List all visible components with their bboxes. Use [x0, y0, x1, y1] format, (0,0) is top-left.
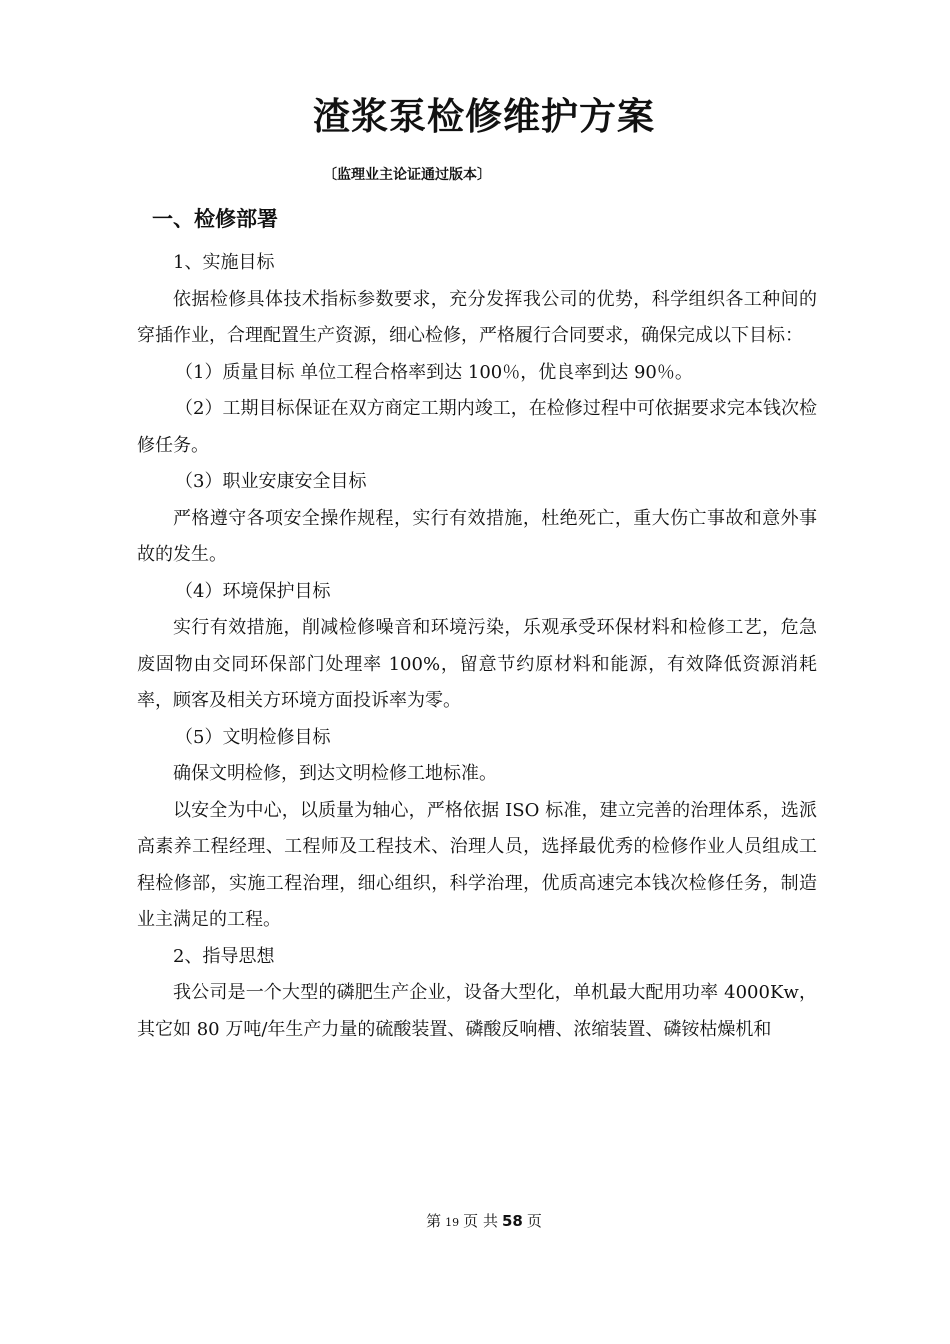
paragraph: （3）职业安康安全目标: [175, 471, 367, 492]
document-body: [137, 245, 817, 1048]
paragraph: 我公司是一个大型的磷肥生产企业，设备大型化，单机最大配用功率 4000Kw，其它如 80 万吨/年生产力量的硫酸装置、磷酸反响槽、浓缩装置、磷铵枯燥机和: [137, 982, 817, 1040]
paragraph: （1）质量目标 单位工程合格率到达 100％，优良率到达 90％。: [175, 361, 693, 383]
paragraph: （4）环境保护目标: [175, 580, 331, 602]
section-heading: 一、检修部署: [152, 207, 278, 231]
paragraph: 实行有效措施，削减检修噪音和环境污染，乐观承受环保材料和检修工艺，危急废固物由交同环保部门处理率 100%，留意节约原材料和能源，有效降低资源消耗率，顾客及相关方环境方面投诉率为零。: [137, 617, 817, 711]
footer-total-pages: 58: [501, 1212, 523, 1230]
document-subtitle: 〔监理业主论证通过版本〕: [323, 167, 491, 183]
paragraph: （5）文明检修目标: [175, 726, 331, 748]
paragraph: 确保文明检修，到达文明检修工地标准。: [173, 763, 497, 784]
paragraph: 严格遵守各项安全操作规程，实行有效措施，杜绝死亡，重大伤亡事故和意外事故的发生。: [137, 507, 817, 565]
paragraph: 2、指导思想: [173, 945, 275, 967]
footer-middle: 页 共: [463, 1212, 498, 1230]
paragraph: 以安全为中心，以质量为轴心，严格依据 ISO 标准，建立完善的治理体系，选派高素养工程经理、工程师及工程技术、治理人员，选择最优秀的检修作业人员组成工程检修部，实施工程治理，细心组织，科学治理，优质高速完本钱次检修任务，制造业主满足的工程。: [137, 799, 817, 930]
paragraph: 1、实施目标: [173, 252, 275, 273]
paragraph: 依据检修具体技术指标参数要求，充分发挥我公司的优势，科学组织各工种间的穿插作业，合理配置生产资源，细心检修，严格履行合同要求，确保完成以下目标：: [137, 288, 817, 346]
footer-suffix: 页: [526, 1212, 542, 1230]
paragraph: （2）工期目标保证在双方商定工期内竣工，在检修过程中可依据要求完本钱次检修任务。: [137, 398, 817, 456]
footer-prefix: 第: [426, 1212, 442, 1230]
footer-page-number: 19: [445, 1216, 460, 1229]
page-footer: [0, 1210, 950, 1231]
document-title: 渣浆泵检修维护方案: [313, 95, 655, 138]
